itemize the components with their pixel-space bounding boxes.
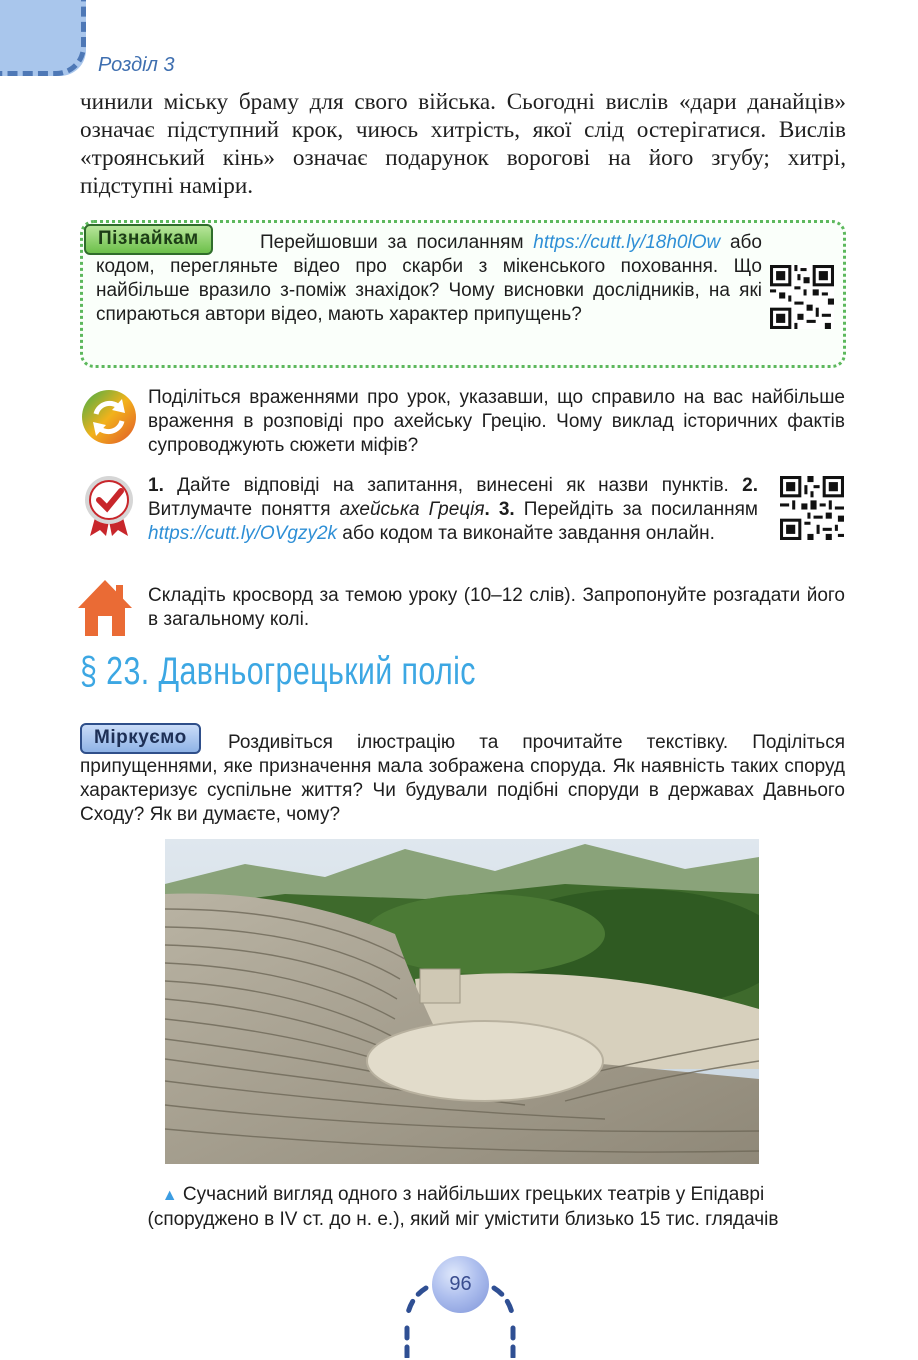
caption-line-2: (споруджено в IV ст. до н. е.), який міг умістити близько 15 тис. глядачів [147,1209,779,1230]
task-link[interactable]: https://cutt.ly/OVgzy2k [148,523,338,544]
reflection-text: Поділіться враженнями про урок, указавши, що справило на вас найбільше враження в розповіді про ахейську Грецію. Чому виклад історичних фактів супроводжують сюжети міфів? [148,387,845,456]
qr-code-tasks[interactable] [780,476,844,540]
checkmark-badge-icon [80,474,138,536]
learn-text-after-link: або кодом, перегляньте відео про скарби з мікенського поховання. Що найбільше вразило з-поміж знахідок? Чому висновки дослідників, на які спираються автори відео, мають характер припущень? [96,232,762,325]
learn-text-before-link: Перейшовши за посиланням [260,232,534,253]
section-heading: § 23. Давньогрецький поліс [80,650,476,693]
task-2-text: Витлумачте поняття [148,499,340,520]
think-paragraph: Роздивіться ілюстрацію та прочитайте текстівку. Поділіться припущеннями, яке призначення мала зображена споруда. Як наявність таких споруд характеризує суспільне життя? Чи будували подібні споруди в державах Давнього Сходу? Як ви думаєте, чому? [80,732,845,825]
task-3-text: Перейдіть за посиланням [514,499,758,520]
epidaurus-theatre-photo [165,839,759,1164]
house-icon [76,578,134,640]
task-number-1: 1. [148,475,164,496]
tasks-text [148,474,758,546]
task-2-dot: . [484,499,490,520]
intro-paragraph: чинили міську браму для свого війська. Сьогодні вислів «дари данайців» означає підступний крок, чиюсь хитрість, якої слід остерігатися. Вислів «троянський кінь» означає подарунок ворогові на його згубу; хитрі, підступні наміри. [80,89,846,199]
task-1-text: Дайте відповіді на запитання, винесені як назви пунктів. [163,475,743,496]
section-label: Розділ 3 [98,54,175,76]
corner-dash-decoration [0,0,86,76]
learn-tag: Пізнайкам [84,224,213,255]
home-task-text: Складіть кросворд за темою уроку (10–12 слів). Запропонуйте розгадати його в загальному колі. [148,585,845,630]
qr-code-video[interactable] [770,265,834,329]
page-number: 96 [432,1256,489,1313]
caption-line-1: Сучасний вигляд одного з найбільших грецьких театрів у Епідаврі [182,1184,765,1205]
refresh-cycle-icon [80,386,138,448]
learn-link[interactable]: https://cutt.ly/18h0lOw [533,232,721,253]
figure-caption [80,1183,846,1232]
task-number-2: 2. [742,475,758,496]
task-3-text-end: або кодом та виконайте завдання онлайн. [337,523,715,544]
think-tag: Міркуємо [80,723,201,754]
task-number-3: 3. [489,499,515,520]
task-2-term: ахейська Греція [339,499,485,520]
caption-triangle-icon: ▲ [161,1187,178,1204]
